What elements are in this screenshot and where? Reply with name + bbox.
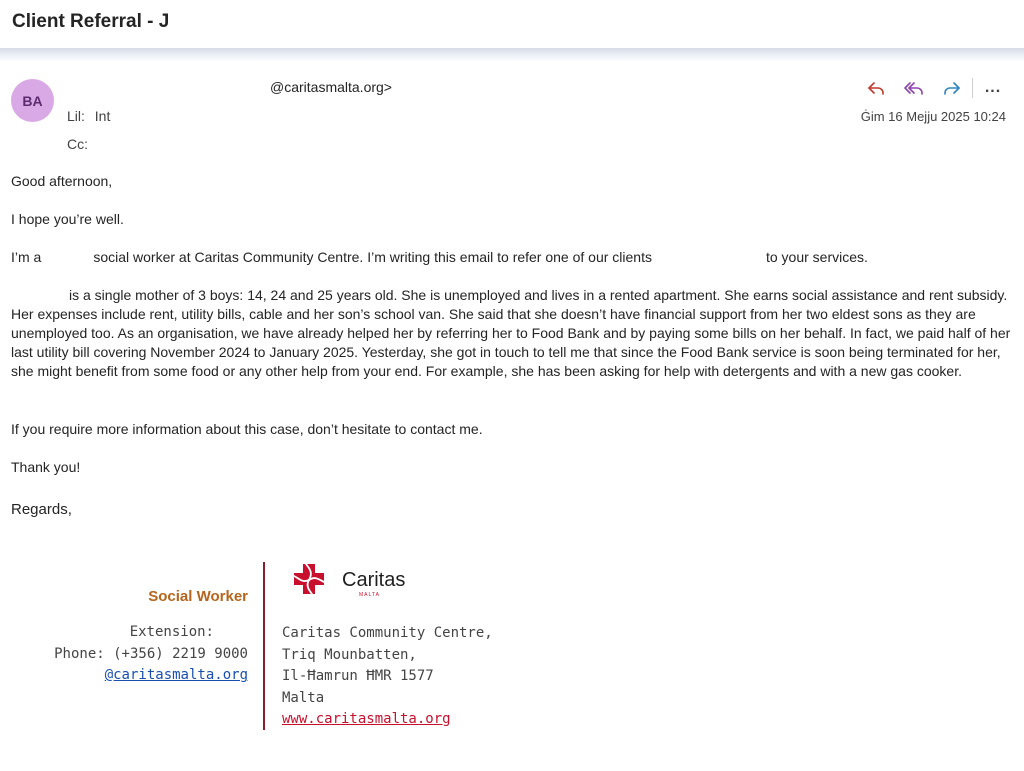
cc-row [67,136,94,152]
forward-button[interactable] [940,76,964,100]
case-paragraph [11,286,1015,381]
signature-address [282,623,493,731]
intro-middle: social worker at Caritas Community Centre. I’m writing this email to refer one of our clients [93,249,652,265]
address-line: Triq Mounbatten, [282,646,417,663]
thanks-line: Thank you! [11,459,81,475]
email-subject: Client Referral - J [12,11,170,32]
signature-phone: Phone: (+356) 2219 9000 [54,646,248,662]
sender-avatar[interactable]: BA [11,79,54,122]
more-options-button[interactable]: ... [984,79,1002,96]
website-link[interactable]: www.caritasmalta.org [282,711,451,727]
actions-divider [972,78,973,98]
forward-icon [942,78,962,98]
hope-line: I hope you’re well. [11,211,124,227]
message-actions [864,76,1005,100]
case-text: is a single mother of 3 boys: 14, 24 and 25 years old. She is unemployed and lives in a rented apartment. She earns social assistance and rent subsidy. Her expenses include rent, utility bills, cable and her son’s school van. She said that she doesn’t have financial support from her two eldest sons as they are unemployed too. As an organisation, we have already helped her by referring her to Food Bank and by paying some bills on her behalf. In fact, we paid half of her last utility bill covering November 2024 to January 2025. Yesterday, she got in touch to tell me that since the Food Bank service is soon being terminated for her, she might benefit from some food or any other help from your end. For example, she has been asking for help with detergents and with a new gas cooker. [11,287,1011,379]
address-line: Il-Ħamrun ĦMR 1577 [282,668,434,684]
to-label: Lil: [67,108,85,124]
greeting: Good afternoon, [11,173,113,189]
logo-wordmark: Caritas [342,569,406,591]
to-recipient[interactable]: Int [94,108,111,124]
intro-start: I’m a [11,249,42,265]
address-line: Malta [282,689,325,706]
intro-paragraph [11,248,868,267]
reply-all-button[interactable] [902,76,926,100]
subject-bar [0,0,1024,49]
cc-label: Cc: [67,136,88,152]
logo-subtitle: MALTA [359,592,380,598]
reply-button[interactable] [864,76,888,100]
header-divider [0,48,1024,62]
address-line: Caritas Community Centre, [282,625,493,641]
signature-title: Social Worker [148,588,248,605]
reply-all-icon [904,78,924,98]
sent-date: Ġim 16 Mejju 2025 10:24 [860,109,1006,124]
sender-email[interactable]: @caritasmalta.org> [270,79,392,95]
intro-end: to your services. [765,249,868,265]
reply-icon [866,78,886,98]
to-row [67,108,116,124]
signature-extension: Extension: [129,624,214,640]
signature-divider [263,562,265,730]
info-paragraph: If you require more information about this case, don’t hesitate to contact me. [11,421,483,437]
signature-email-link[interactable]: @caritasmalta.org [104,667,248,683]
regards-line: Regards, [11,501,72,518]
